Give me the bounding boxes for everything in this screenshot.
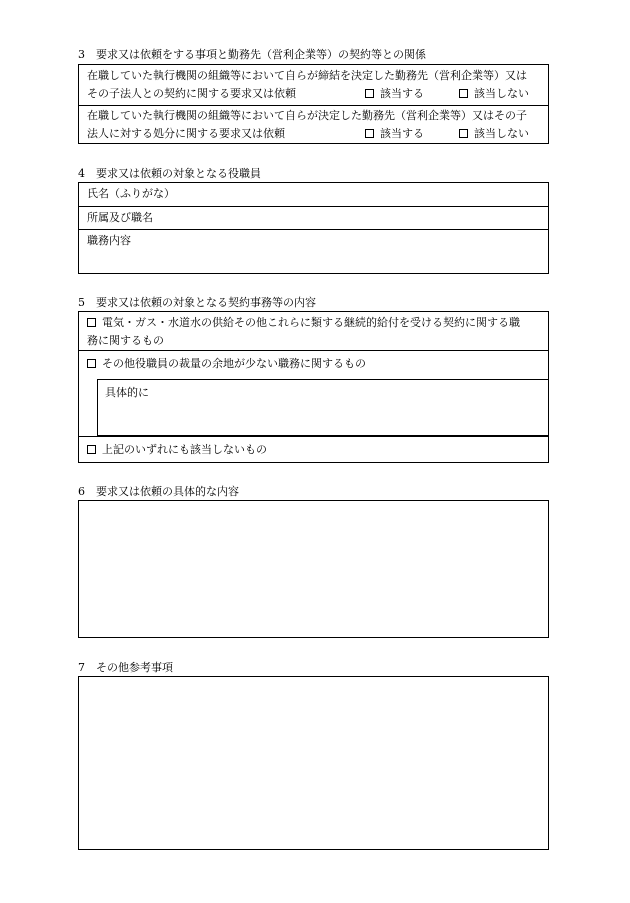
contract-row-text-2: その子法人との契約に関する要求又は依頼: [87, 87, 296, 100]
dept-row[interactable]: [79, 206, 548, 229]
section-4-title: 4 要求又は依頼の対象となる役職員: [78, 167, 261, 180]
none-applies-checkbox[interactable]: [87, 445, 96, 454]
contract-not-applies-checkbox[interactable]: [459, 89, 468, 98]
section-6-title: 6 要求又は依頼の具体的な内容: [78, 485, 239, 498]
low-discretion-option-row[interactable]: [79, 350, 548, 436]
disposition-relation-row: [79, 105, 548, 144]
specific-label: 具体的に: [105, 386, 149, 399]
low-discretion-checkbox[interactable]: [87, 359, 96, 368]
section-5-table: [78, 311, 549, 463]
section-5-title: 5 要求又は依頼の対象となる契約事務等の内容: [78, 296, 316, 309]
utility-duty-checkbox[interactable]: [87, 318, 96, 327]
contract-row-text-1: 在職していた執行機関の組織等において自らが締結を決定した勤務先（営利企業等）又は: [87, 69, 527, 82]
disposition-row-text-1: 在職していた執行機関の組織等において自らが決定した勤務先（営利企業等）又はその子: [87, 109, 527, 122]
other-reference-box[interactable]: [78, 676, 549, 850]
contract-not-applies-option[interactable]: [459, 87, 529, 101]
low-discretion-text: [87, 357, 366, 371]
disposition-applies-checkbox[interactable]: [365, 129, 374, 138]
none-applies-text: [87, 443, 267, 457]
utility-duty-option-row[interactable]: [79, 312, 548, 350]
utility-duty-text-1: [87, 316, 520, 330]
name-row[interactable]: [79, 183, 548, 206]
disposition-applies-option[interactable]: [365, 127, 424, 141]
disposition-row-text-2: 法人に対する処分に関する要求又は依頼: [87, 127, 285, 140]
utility-duty-text-2: 務に関するもの: [87, 334, 164, 347]
request-content-box[interactable]: [78, 500, 549, 638]
specific-detail-box[interactable]: [97, 379, 549, 436]
contract-applies-option[interactable]: [365, 87, 424, 101]
none-applies-label: 上記のいずれにも該当しないもの: [102, 443, 267, 456]
disposition-not-applies-option[interactable]: [459, 127, 529, 141]
section-3-table: [78, 64, 549, 144]
contract-applies-checkbox[interactable]: [365, 89, 374, 98]
section-4-table: [78, 182, 549, 274]
duty-row[interactable]: [79, 229, 548, 274]
disposition-not-applies-checkbox[interactable]: [459, 129, 468, 138]
section-3-title: 3 要求又は依頼をする事項と勤務先（営利企業等）の契約等との関係: [78, 48, 426, 61]
disposition-applies-label: 該当する: [380, 127, 424, 140]
name-label: 氏名（ふりがな）: [87, 187, 175, 200]
disposition-not-applies-label: 該当しない: [474, 127, 529, 140]
section-7-title: 7 その他参考事項: [78, 661, 173, 674]
dept-label: 所属及び職名: [87, 211, 153, 224]
duty-label: 職務内容: [87, 234, 131, 247]
contract-relation-row: [79, 65, 548, 105]
none-applies-option-row[interactable]: [79, 436, 548, 463]
utility-duty-label: 電気・ガス・水道水の供給その他これらに類する継続的給付を受ける契約に関する職: [102, 316, 520, 329]
contract-applies-label: 該当する: [380, 87, 424, 100]
low-discretion-label: その他役職員の裁量の余地が少ない職務に関するもの: [102, 357, 366, 370]
contract-not-applies-label: 該当しない: [474, 87, 529, 100]
